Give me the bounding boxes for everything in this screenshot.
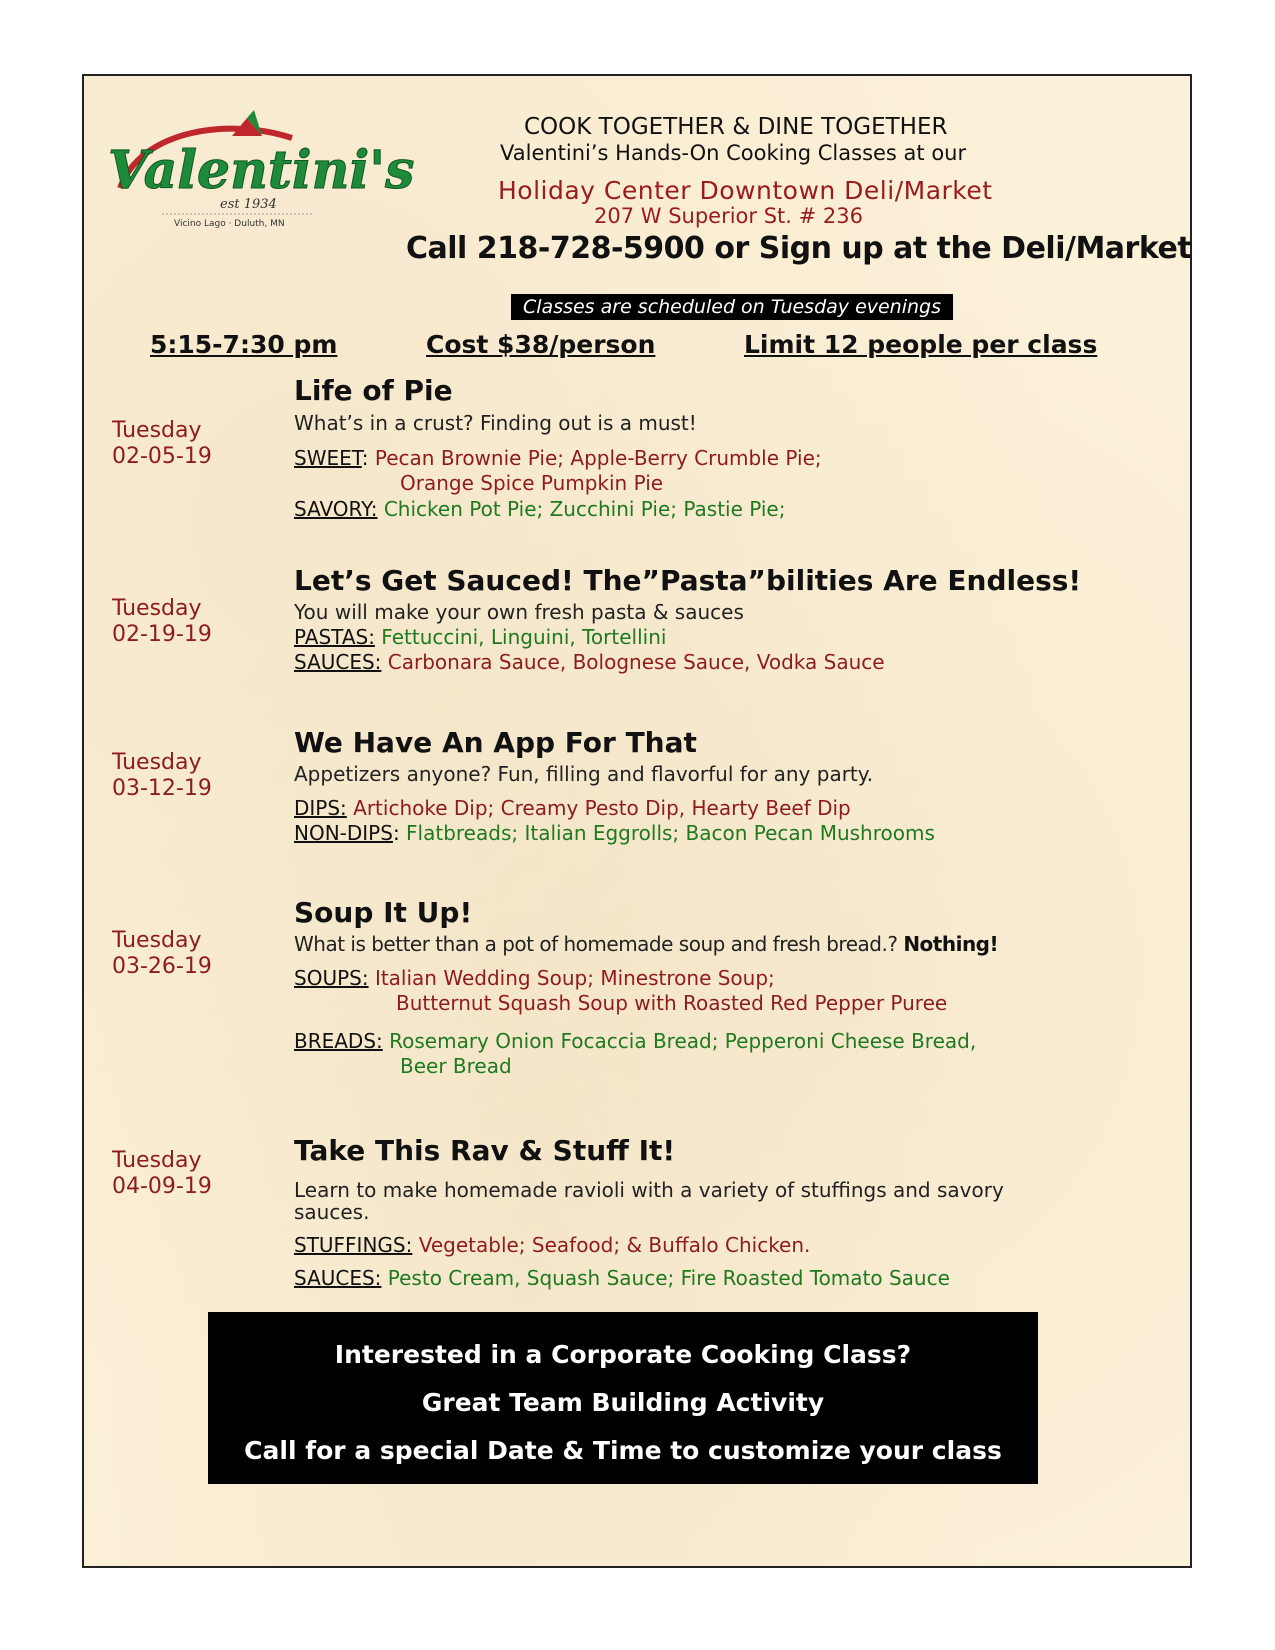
flyer-frame (82, 74, 1192, 1568)
header-call: Call 218-728-5900 or Sign up at the Deli/Market (406, 231, 1192, 266)
menu-items: Chicken Pot Pie; Zucchini Pie; Pastie Pie; (383, 497, 786, 521)
corporate-line-2: Great Team Building Activity (421, 1388, 825, 1417)
class-description-text: What is better than a pot of homemade soup and fresh bread.? (294, 932, 898, 956)
menu-label: DIPS: (294, 796, 347, 820)
logo-tagline: Vicino Lago · Duluth, MN (174, 219, 285, 229)
corporate-class-box (208, 1312, 1038, 1484)
class-description: You will make your own fresh pasta & sauces (294, 600, 744, 624)
menu-line (294, 966, 775, 990)
schedule-banner: Classes are scheduled on Tuesday evenings (511, 294, 953, 320)
class-day-label: Tuesday (112, 418, 202, 443)
class-date (112, 596, 212, 648)
class-date (112, 928, 212, 980)
header-line-1: COOK TOGETHER & DINE TOGETHER (524, 114, 948, 140)
menu-items: Fettuccini, Linguini, Tortellini (381, 625, 667, 649)
menu-label: PASTAS: (294, 625, 375, 649)
menu-items: Carbonara Sauce, Bolognese Sauce, Vodka Sauce (387, 650, 885, 674)
menu-label: SAVORY: (294, 497, 378, 521)
class-day-label: Tuesday (112, 596, 202, 621)
header-address: 207 W Superior St. # 236 (594, 204, 863, 228)
class-description: Appetizers anyone? Fun, filling and flavorful for any party. (294, 762, 874, 786)
class-cost: Cost $38/person (426, 330, 656, 359)
class-day-label: Tuesday (112, 750, 202, 775)
menu-label: NON-DIPS (294, 821, 393, 845)
menu-line (294, 1266, 950, 1290)
header-location: Holiday Center Downtown Deli/Market (498, 176, 993, 205)
menu-items: Pecan Brownie Pie; Apple-Berry Crumble Pie; (374, 446, 822, 470)
class-date (112, 750, 212, 802)
class-title: Soup It Up! (294, 896, 473, 929)
class-date (112, 418, 212, 470)
class-date-value: 02-19-19 (112, 622, 212, 647)
menu-items: Flatbreads; Italian Eggrolls; Bacon Pecan Mushrooms (406, 821, 935, 845)
class-title: Take This Rav & Stuff It! (294, 1134, 676, 1167)
class-description: Learn to make homemade ravioli with a variety of stuffings and savory (294, 1178, 1004, 1202)
menu-items: Orange Spice Pumpkin Pie (400, 471, 664, 495)
menu-line (294, 796, 851, 820)
valentinis-logo (102, 108, 415, 229)
class-description: What’s in a crust? Finding out is a must! (294, 411, 697, 435)
menu-label: BREADS: (294, 1029, 383, 1053)
menu-items: Artichoke Dip; Creamy Pesto Dip, Hearty Beef Dip (353, 796, 851, 820)
menu-items: Pesto Cream, Squash Sauce; Fire Roasted Tomato Sauce (387, 1266, 950, 1290)
class-description (294, 932, 998, 956)
class-date-value: 04-09-19 (112, 1174, 212, 1199)
class-limit: Limit 12 people per class (744, 330, 1098, 359)
header-line-2: Valentini’s Hands-On Cooking Classes at our (500, 141, 967, 165)
menu-line (294, 625, 666, 649)
menu-label: SWEET (294, 446, 362, 470)
menu-label: SAUCES: (294, 650, 382, 674)
class-date-value: 02-05-19 (112, 444, 212, 469)
menu-label: SAUCES: (294, 1266, 382, 1290)
corporate-line-1: Interested in a Corporate Cooking Class? (334, 1340, 912, 1369)
menu-label: STUFFINGS: (294, 1233, 413, 1257)
menu-items: Butternut Squash Soup with Roasted Red Pepper Puree (396, 991, 948, 1015)
menu-sep: : (392, 821, 407, 845)
class-title: Let’s Get Sauced! The”Pasta”bilities Are Endless! (294, 564, 1082, 597)
menu-items: Rosemary Onion Focaccia Bread; Pepperoni Cheese Bread, (389, 1029, 977, 1053)
class-day-label: Tuesday (112, 1148, 202, 1173)
class-time: 5:15-7:30 pm (150, 330, 338, 359)
logo-graphic (102, 108, 415, 229)
class-title: We Have An App For That (294, 726, 697, 759)
menu-line (400, 471, 663, 495)
menu-sep: : (361, 446, 375, 470)
menu-line (294, 1029, 976, 1053)
menu-line (400, 1054, 512, 1078)
menu-line (294, 497, 785, 521)
class-description-cont: sauces. (294, 1200, 370, 1224)
class-title: Life of Pie (294, 374, 453, 407)
menu-items: Vegetable; Seafood; & Buffalo Chicken. (418, 1233, 811, 1257)
menu-line (396, 991, 947, 1015)
class-date-value: 03-26-19 (112, 954, 212, 979)
menu-items: Beer Bread (400, 1054, 512, 1078)
menu-line (294, 1233, 810, 1257)
menu-line (294, 821, 935, 845)
class-description-emphasis: Nothing! (903, 932, 999, 956)
logo-wordmark: Valentini's (108, 140, 415, 201)
corporate-line-3: Call for a special Date & Time to customize your class (244, 1436, 1002, 1465)
logo-est: est 1934 (220, 197, 277, 212)
menu-line (294, 446, 822, 470)
menu-items: Italian Wedding Soup; Minestrone Soup; (374, 966, 775, 990)
class-date-value: 03-12-19 (112, 776, 212, 801)
menu-line (294, 650, 885, 674)
class-day-label: Tuesday (112, 928, 202, 953)
class-date (112, 1148, 212, 1200)
menu-label: SOUPS: (294, 966, 369, 990)
